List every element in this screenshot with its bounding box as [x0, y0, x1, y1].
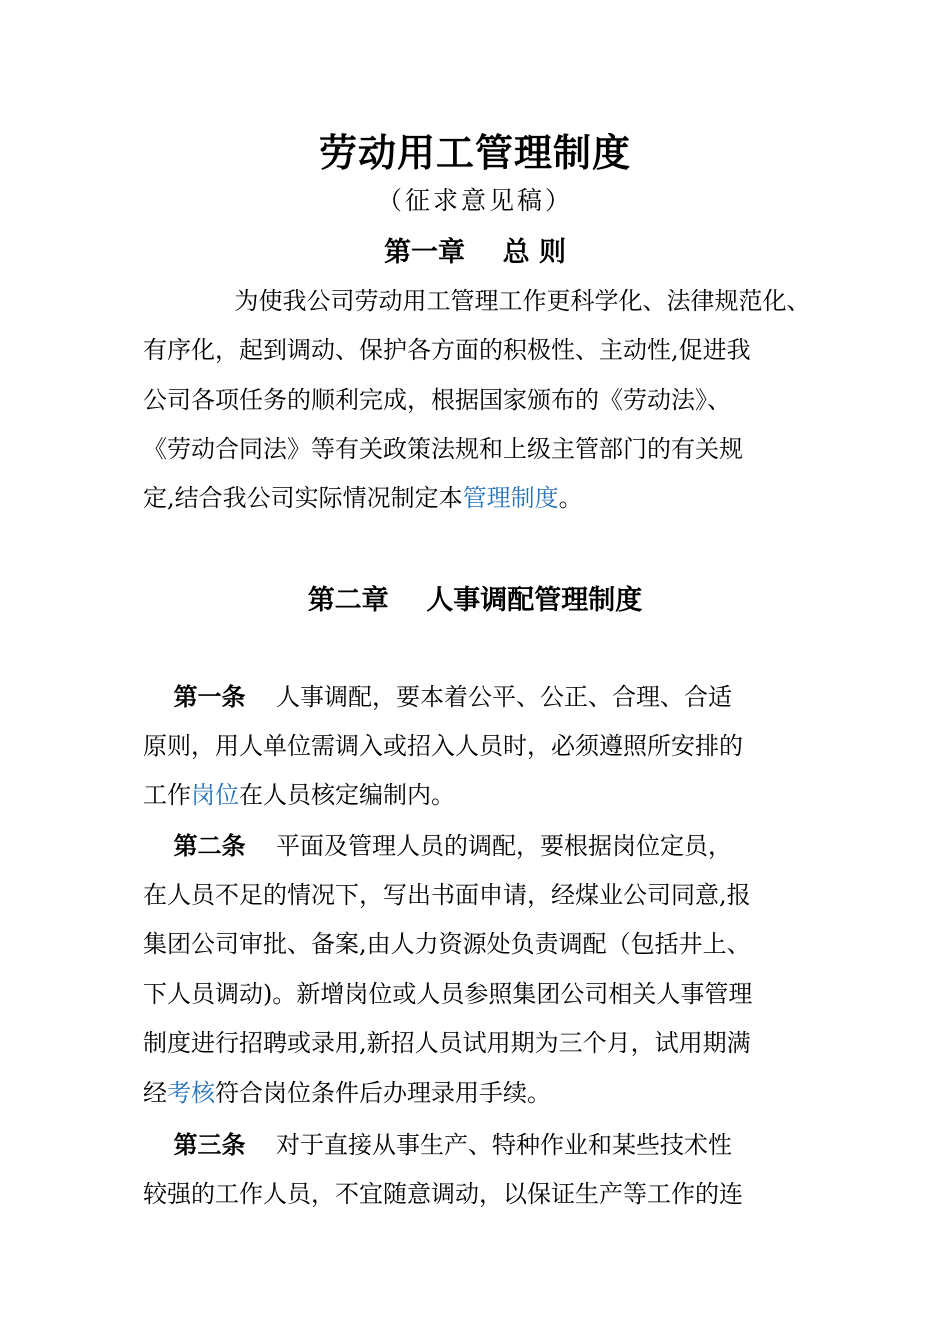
document-subtitle: （征求意见稿）: [376, 186, 573, 215]
article-label: 第二条: [173, 831, 246, 860]
paragraph-text: 定,结合我公司实际情况制定本: [143, 484, 463, 513]
paragraph-line: 有序化，起到调动、保护各方面的积极性、主动性,促进我: [143, 336, 751, 365]
article-text: 工作: [143, 781, 191, 809]
chapter-2-heading: 第二章 人事调配管理制度: [307, 585, 643, 616]
paragraph-text: 。: [558, 484, 583, 513]
document-title: 劳动用工管理制度: [318, 130, 631, 175]
article-text: 经: [143, 1078, 167, 1107]
article-line: [143, 672, 743, 722]
article-line: 下人员调动)。新增岗位或人员参照集团公司相关人事管理: [143, 979, 753, 1008]
article-1: [143, 672, 743, 821]
article-line: [143, 821, 752, 871]
article-2: [143, 821, 752, 1118]
management-system-link[interactable]: 管理制度: [462, 484, 559, 513]
article-label: 第三条: [173, 1130, 246, 1159]
article-line: 原则，用人单位需调入或招入人员时，必须遵照所安排的: [143, 731, 743, 760]
article-text: 平面及管理人员的调配，要根据岗位定员，: [245, 832, 733, 860]
paragraph-line: [143, 474, 811, 523]
article-line: [143, 1069, 752, 1119]
article-text: 符合岗位条件后办理录用手续。: [215, 1078, 551, 1107]
paragraph-line: 公司各项任务的顺利完成，根据国家颁布的《劳动法》、: [143, 385, 731, 414]
article-line: 在人员不足的情况下，写出书面申请，经煤业公司同意,报: [143, 880, 751, 909]
paragraph-line: 《劳动合同法》等有关政策法规和上级主管部门的有关规: [143, 434, 743, 463]
assessment-link[interactable]: 考核: [167, 1078, 215, 1107]
article-line: 制度进行招聘或录用,新招人员试用期为三个月，试用期满: [143, 1029, 751, 1057]
article-text: 在人员核定编制内。: [239, 781, 455, 809]
chapter-1-paragraph: [143, 277, 811, 523]
paragraph-line: [143, 277, 811, 326]
article-line: [143, 1120, 743, 1170]
article-line: 集团公司审批、备案,由人力资源处负责调配（包括井上、: [143, 930, 751, 958]
article-text: 对于直接从事生产、特种作业和某些技术性: [245, 1131, 733, 1159]
article-line: [143, 771, 743, 821]
article-text: 人事调配，要本着公平、公正、合理、合适: [245, 683, 733, 711]
article-3: [143, 1120, 743, 1219]
chapter-1-heading: 第一章 总 则: [384, 237, 566, 268]
article-label: 第一条: [173, 682, 246, 711]
position-link[interactable]: 岗位: [191, 781, 239, 809]
article-line: 较强的工作人员，不宜随意调动，以保证生产等工作的连: [143, 1179, 743, 1208]
paragraph-text: 为使我公司劳动用工管理工作更科学化、法律规范化、: [204, 287, 811, 315]
